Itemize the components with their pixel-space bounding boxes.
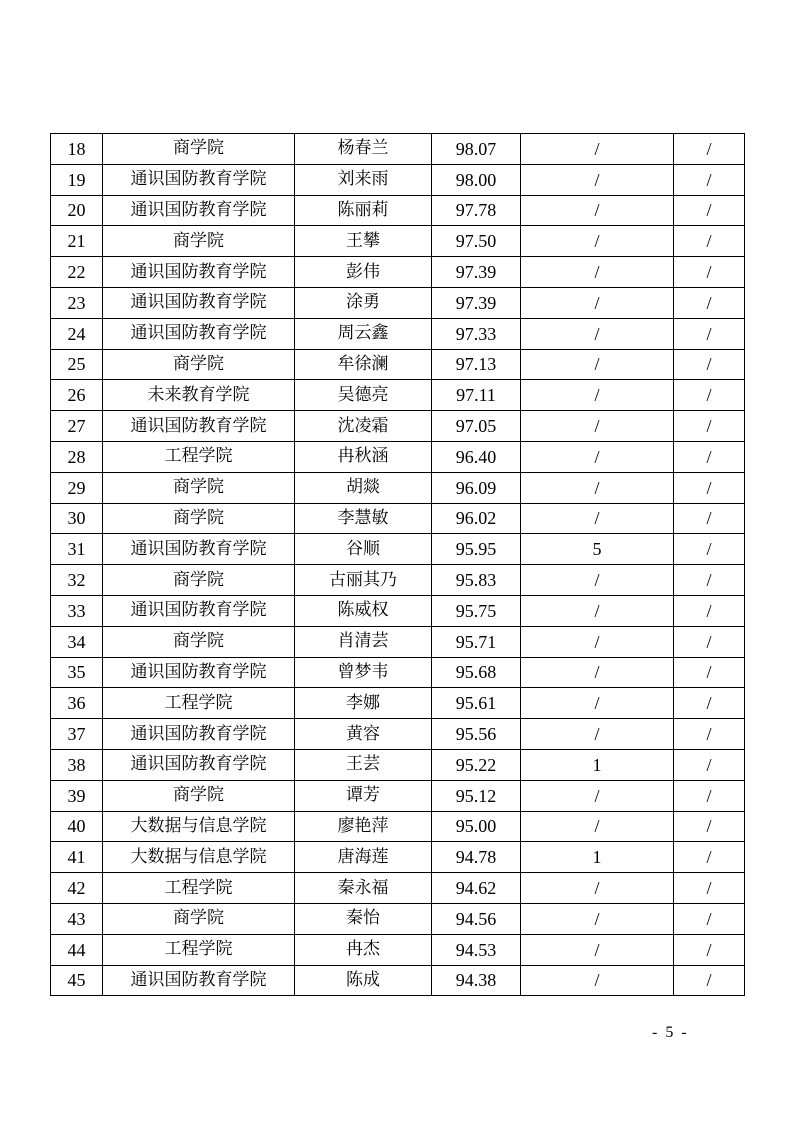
score-cell: 94.53 <box>432 934 521 965</box>
college-cell: 通识国防教育学院 <box>103 965 295 996</box>
col5-cell: 1 <box>521 842 674 873</box>
rank-cell: 34 <box>51 626 103 657</box>
col6-cell: / <box>674 965 745 996</box>
rank-cell: 30 <box>51 503 103 534</box>
name-cell: 谭芳 <box>295 780 432 811</box>
name-cell: 曾梦韦 <box>295 657 432 688</box>
col6-cell: / <box>674 749 745 780</box>
score-cell: 96.09 <box>432 472 521 503</box>
score-cell: 97.33 <box>432 318 521 349</box>
score-cell: 97.50 <box>432 226 521 257</box>
col6-cell: / <box>674 441 745 472</box>
rank-cell: 28 <box>51 441 103 472</box>
table-row <box>51 749 745 780</box>
score-cell: 94.56 <box>432 903 521 934</box>
college-cell: 商学院 <box>103 134 295 165</box>
table-row <box>51 688 745 719</box>
col5-cell: / <box>521 934 674 965</box>
rank-cell: 44 <box>51 934 103 965</box>
col5-cell: 5 <box>521 534 674 565</box>
col6-cell: / <box>674 903 745 934</box>
college-cell: 大数据与信息学院 <box>103 842 295 873</box>
score-cell: 95.00 <box>432 811 521 842</box>
name-cell: 谷顺 <box>295 534 432 565</box>
col6-cell: / <box>674 195 745 226</box>
col5-cell: / <box>521 226 674 257</box>
table-row <box>51 534 745 565</box>
table-row <box>51 934 745 965</box>
score-cell: 95.61 <box>432 688 521 719</box>
name-cell: 周云鑫 <box>295 318 432 349</box>
col5-cell: / <box>521 565 674 596</box>
name-cell: 秦怡 <box>295 903 432 934</box>
rank-cell: 39 <box>51 780 103 811</box>
name-cell: 杨春兰 <box>295 134 432 165</box>
rank-cell: 18 <box>51 134 103 165</box>
name-cell: 冉秋涵 <box>295 441 432 472</box>
col5-cell: / <box>521 195 674 226</box>
name-cell: 彭伟 <box>295 257 432 288</box>
table-row <box>51 134 745 165</box>
col6-cell: / <box>674 873 745 904</box>
table-row <box>51 257 745 288</box>
college-cell: 商学院 <box>103 903 295 934</box>
rank-cell: 26 <box>51 380 103 411</box>
col6-cell: / <box>674 257 745 288</box>
col6-cell: / <box>674 411 745 442</box>
name-cell: 刘来雨 <box>295 164 432 195</box>
table-row <box>51 842 745 873</box>
college-cell: 通识国防教育学院 <box>103 534 295 565</box>
name-cell: 唐海莲 <box>295 842 432 873</box>
table-row <box>51 349 745 380</box>
score-cell: 96.02 <box>432 503 521 534</box>
college-cell: 通识国防教育学院 <box>103 719 295 750</box>
rank-cell: 36 <box>51 688 103 719</box>
col5-cell: / <box>521 380 674 411</box>
score-cell: 94.62 <box>432 873 521 904</box>
col5-cell: / <box>521 780 674 811</box>
rank-cell: 37 <box>51 719 103 750</box>
col6-cell: / <box>674 164 745 195</box>
score-cell: 97.39 <box>432 287 521 318</box>
name-cell: 胡燚 <box>295 472 432 503</box>
college-cell: 未来教育学院 <box>103 380 295 411</box>
rank-cell: 23 <box>51 287 103 318</box>
score-cell: 97.78 <box>432 195 521 226</box>
rank-cell: 21 <box>51 226 103 257</box>
col5-cell: / <box>521 688 674 719</box>
name-cell: 陈丽莉 <box>295 195 432 226</box>
col5-cell: / <box>521 965 674 996</box>
col6-cell: / <box>674 626 745 657</box>
score-cell: 98.00 <box>432 164 521 195</box>
col5-cell: / <box>521 164 674 195</box>
name-cell: 沈凌霜 <box>295 411 432 442</box>
rank-cell: 31 <box>51 534 103 565</box>
col6-cell: / <box>674 318 745 349</box>
col6-cell: / <box>674 380 745 411</box>
rank-cell: 32 <box>51 565 103 596</box>
college-cell: 商学院 <box>103 626 295 657</box>
college-cell: 商学院 <box>103 349 295 380</box>
col5-cell: / <box>521 503 674 534</box>
rank-cell: 29 <box>51 472 103 503</box>
table-row <box>51 503 745 534</box>
name-cell: 李慧敏 <box>295 503 432 534</box>
rank-cell: 33 <box>51 595 103 626</box>
col6-cell: / <box>674 349 745 380</box>
col5-cell: / <box>521 873 674 904</box>
col6-cell: / <box>674 503 745 534</box>
page-number: - 5 - <box>652 1024 689 1041</box>
rank-cell: 25 <box>51 349 103 380</box>
score-cell: 95.83 <box>432 565 521 596</box>
name-cell: 王芸 <box>295 749 432 780</box>
table-row <box>51 287 745 318</box>
rank-cell: 42 <box>51 873 103 904</box>
college-cell: 通识国防教育学院 <box>103 257 295 288</box>
college-cell: 工程学院 <box>103 873 295 904</box>
col5-cell: / <box>521 411 674 442</box>
col5-cell: / <box>521 134 674 165</box>
table-row <box>51 380 745 411</box>
rank-cell: 40 <box>51 811 103 842</box>
name-cell: 秦永福 <box>295 873 432 904</box>
col5-cell: 1 <box>521 749 674 780</box>
score-cell: 94.38 <box>432 965 521 996</box>
name-cell: 古丽其乃 <box>295 565 432 596</box>
table-row <box>51 780 745 811</box>
college-cell: 通识国防教育学院 <box>103 164 295 195</box>
college-cell: 通识国防教育学院 <box>103 657 295 688</box>
college-cell: 工程学院 <box>103 688 295 719</box>
score-cell: 95.68 <box>432 657 521 688</box>
score-cell: 97.13 <box>432 349 521 380</box>
col6-cell: / <box>674 534 745 565</box>
college-cell: 通识国防教育学院 <box>103 318 295 349</box>
rank-cell: 27 <box>51 411 103 442</box>
table-row <box>51 626 745 657</box>
college-cell: 商学院 <box>103 472 295 503</box>
college-cell: 通识国防教育学院 <box>103 411 295 442</box>
col6-cell: / <box>674 934 745 965</box>
col6-cell: / <box>674 287 745 318</box>
score-table <box>50 133 745 996</box>
table-row <box>51 657 745 688</box>
college-cell: 工程学院 <box>103 934 295 965</box>
name-cell: 王攀 <box>295 226 432 257</box>
rank-cell: 35 <box>51 657 103 688</box>
college-cell: 商学院 <box>103 780 295 811</box>
college-cell: 商学院 <box>103 503 295 534</box>
name-cell: 黄容 <box>295 719 432 750</box>
college-cell: 通识国防教育学院 <box>103 749 295 780</box>
name-cell: 牟徐澜 <box>295 349 432 380</box>
col6-cell: / <box>674 688 745 719</box>
rank-cell: 41 <box>51 842 103 873</box>
col6-cell: / <box>674 780 745 811</box>
col5-cell: / <box>521 626 674 657</box>
name-cell: 李娜 <box>295 688 432 719</box>
table-row <box>51 472 745 503</box>
col6-cell: / <box>674 472 745 503</box>
score-cell: 97.05 <box>432 411 521 442</box>
col5-cell: / <box>521 903 674 934</box>
col6-cell: / <box>674 226 745 257</box>
col6-cell: / <box>674 657 745 688</box>
col5-cell: / <box>521 257 674 288</box>
score-cell: 96.40 <box>432 441 521 472</box>
table-row <box>51 595 745 626</box>
col6-cell: / <box>674 842 745 873</box>
name-cell: 涂勇 <box>295 287 432 318</box>
table-row <box>51 903 745 934</box>
college-cell: 通识国防教育学院 <box>103 595 295 626</box>
col6-cell: / <box>674 811 745 842</box>
score-cell: 97.11 <box>432 380 521 411</box>
rank-cell: 38 <box>51 749 103 780</box>
table-row <box>51 811 745 842</box>
col5-cell: / <box>521 472 674 503</box>
table-body <box>51 134 745 996</box>
college-cell: 商学院 <box>103 565 295 596</box>
col5-cell: / <box>521 349 674 380</box>
score-cell: 95.75 <box>432 595 521 626</box>
college-cell: 工程学院 <box>103 441 295 472</box>
score-cell: 95.22 <box>432 749 521 780</box>
table-row <box>51 873 745 904</box>
col5-cell: / <box>521 441 674 472</box>
col6-cell: / <box>674 719 745 750</box>
col6-cell: / <box>674 565 745 596</box>
col5-cell: / <box>521 657 674 688</box>
name-cell: 肖清芸 <box>295 626 432 657</box>
score-cell: 95.71 <box>432 626 521 657</box>
college-cell: 通识国防教育学院 <box>103 287 295 318</box>
college-cell: 通识国防教育学院 <box>103 195 295 226</box>
col5-cell: / <box>521 318 674 349</box>
name-cell: 吴德亮 <box>295 380 432 411</box>
col5-cell: / <box>521 595 674 626</box>
score-cell: 95.95 <box>432 534 521 565</box>
score-cell: 94.78 <box>432 842 521 873</box>
score-cell: 98.07 <box>432 134 521 165</box>
name-cell: 冉杰 <box>295 934 432 965</box>
table-row <box>51 226 745 257</box>
rank-cell: 45 <box>51 965 103 996</box>
table-row <box>51 411 745 442</box>
college-cell: 大数据与信息学院 <box>103 811 295 842</box>
rank-cell: 24 <box>51 318 103 349</box>
col5-cell: / <box>521 719 674 750</box>
col5-cell: / <box>521 811 674 842</box>
col6-cell: / <box>674 134 745 165</box>
name-cell: 陈威权 <box>295 595 432 626</box>
rank-cell: 20 <box>51 195 103 226</box>
college-cell: 商学院 <box>103 226 295 257</box>
col6-cell: / <box>674 595 745 626</box>
rank-cell: 43 <box>51 903 103 934</box>
name-cell: 廖艳萍 <box>295 811 432 842</box>
rank-cell: 22 <box>51 257 103 288</box>
table-row <box>51 318 745 349</box>
table-row <box>51 565 745 596</box>
table-row <box>51 965 745 996</box>
score-cell: 95.12 <box>432 780 521 811</box>
rank-cell: 19 <box>51 164 103 195</box>
score-cell: 95.56 <box>432 719 521 750</box>
col5-cell: / <box>521 287 674 318</box>
table-row <box>51 195 745 226</box>
name-cell: 陈成 <box>295 965 432 996</box>
table-row <box>51 719 745 750</box>
score-cell: 97.39 <box>432 257 521 288</box>
table-row <box>51 164 745 195</box>
table-row <box>51 441 745 472</box>
